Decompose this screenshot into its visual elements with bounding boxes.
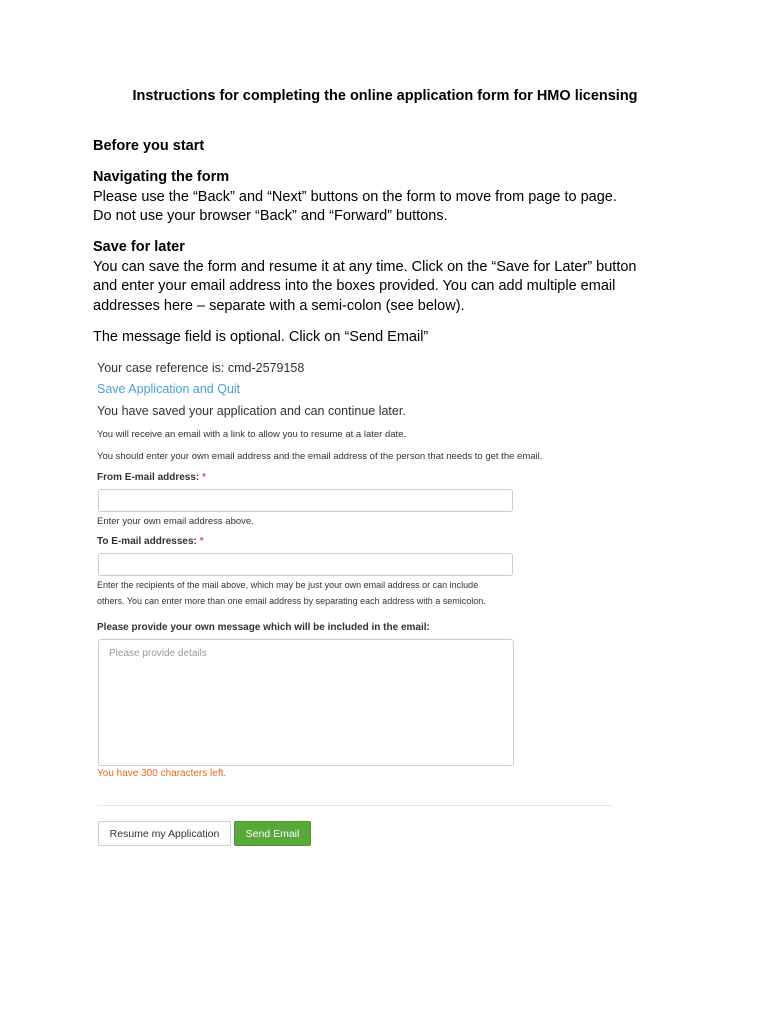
save-section	[93, 238, 693, 316]
save-heading: Save for later	[93, 239, 185, 255]
from-email-label	[97, 472, 206, 483]
info-text-2: You should enter your own email address and the email address of the person that needs to get the email.	[97, 451, 543, 462]
before-you-start-section	[93, 137, 693, 157]
saved-message: You have saved your application and can continue later.	[97, 404, 406, 418]
message-textarea[interactable]	[98, 639, 514, 766]
nav-paragraph-1: Please use the “Back” and “Next” buttons on the form to move from page to page.	[93, 188, 617, 205]
message-note-section	[93, 328, 693, 348]
save-line-3: addresses here – separate with a semi-colon (see below).	[93, 297, 465, 314]
resume-application-button[interactable]: Resume my Application	[98, 821, 231, 846]
required-marker: *	[199, 536, 204, 547]
from-email-help: Enter your own email address above.	[97, 516, 254, 527]
to-email-label	[97, 536, 204, 547]
save-application-link[interactable]: Save Application and Quit	[97, 382, 241, 396]
characters-left: You have 300 characters left.	[97, 768, 227, 779]
send-email-button[interactable]: Send Email	[234, 821, 311, 846]
to-email-help-2: others. You can enter more than one email address by separating each address with a semicolon.	[97, 596, 486, 606]
before-heading: Before you start	[93, 138, 205, 154]
to-email-help-1: Enter the recipients of the mail above, which may be just your own email address or can include	[97, 580, 479, 590]
message-label: Please provide your own message which will be included in the email:	[97, 622, 430, 633]
nav-heading: Navigating the form	[93, 169, 230, 185]
required-marker: *	[202, 472, 206, 483]
divider	[97, 805, 612, 806]
to-email-label-text: To E-mail addresses:	[97, 536, 197, 547]
message-note: The message field is optional. Click on “Send Email”	[93, 329, 429, 345]
from-email-label-text: From E-mail address:	[97, 472, 200, 483]
to-email-input[interactable]	[98, 553, 513, 576]
save-line-1: You can save the form and resume it at any time. Click on the “Save for Later” button	[93, 258, 637, 275]
nav-paragraph-2: Do not use your browser “Back” and “Forward” buttons.	[93, 208, 448, 224]
case-reference: Your case reference is: cmd-2579158	[97, 361, 305, 375]
save-line-2: and enter your email address into the boxes provided. You can add multiple email	[93, 278, 616, 294]
info-text-1: You will receive an email with a link to allow you to resume at a later date.	[97, 429, 407, 440]
document-title: Instructions for completing the online application form for HMO licensing	[132, 88, 638, 104]
from-email-input[interactable]	[98, 489, 513, 512]
navigating-section	[93, 168, 693, 227]
